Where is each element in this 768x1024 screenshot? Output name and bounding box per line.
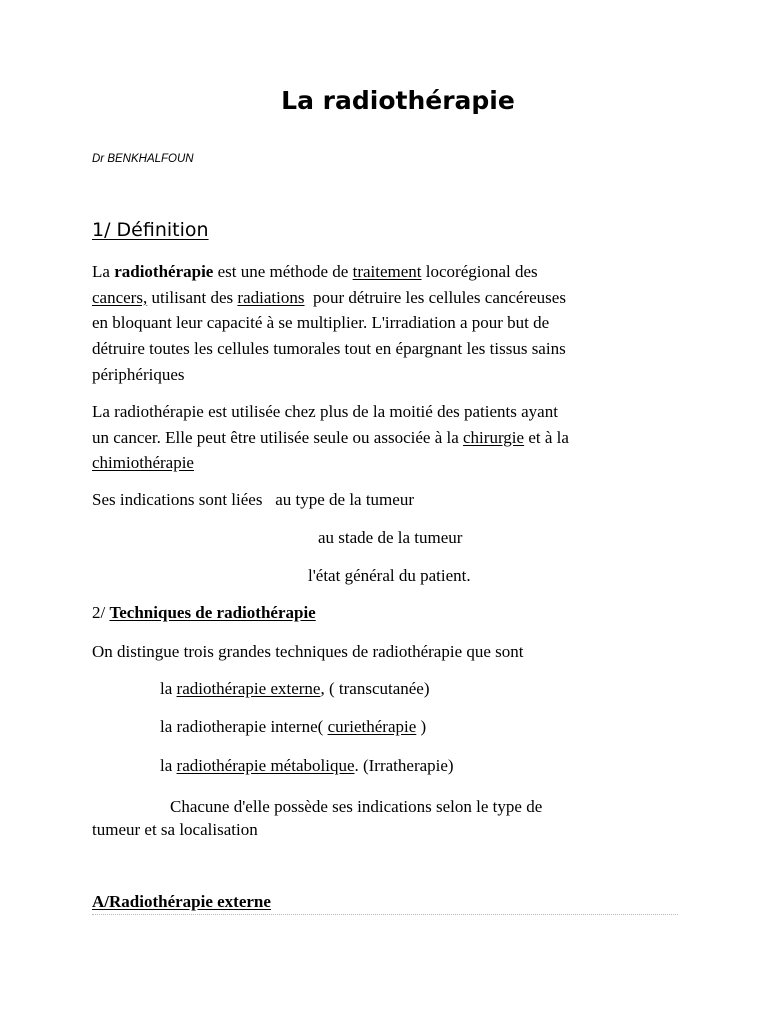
author-line: Dr BENKHALFOUN [92, 153, 194, 165]
technique-item-metabolique [160, 756, 454, 776]
closing-line-1: Chacune d'elle possède ses indications selon le type de [170, 797, 543, 816]
indications-lead: Ses indications sont liées au type de la tumeur [92, 490, 414, 509]
link-radiations[interactable]: radiations [237, 287, 305, 307]
technique-item-interne [160, 717, 426, 737]
definition-paragraph [92, 259, 682, 388]
page-title: La radiothérapie [281, 86, 515, 115]
section-number: 2/ [92, 603, 110, 622]
section-heading-techniques [92, 603, 316, 623]
text-run: et à la [524, 427, 569, 447]
text-run: utilisant des [147, 287, 238, 307]
text-run: un cancer. Elle peut être utilisée seule ou associée à la [92, 427, 464, 447]
link-chimiotherapie[interactable]: chimiothérapie [92, 453, 194, 473]
link-radiotherapie-externe[interactable]: radiothérapie externe [176, 679, 321, 698]
link-chirurgie[interactable]: chirurgie [463, 427, 525, 447]
definition-line-3: en bloquant leur capacité à se multiplier. L'irradiation a pour but de [92, 313, 550, 333]
text-run: la [160, 679, 177, 698]
section-heading-radiotherapie-externe [92, 892, 271, 912]
text-run: la radiotherapie interne( [160, 717, 328, 736]
usage-line-1: La radiothérapie est utilisée chez plus de la moitié des patients ayant [92, 402, 558, 421]
indication-item-stade: au stade de la tumeur [318, 528, 463, 547]
text-run: ) [416, 717, 427, 736]
link-radiotherapie-metabolique[interactable]: radiothérapie métabolique [176, 756, 355, 775]
link-traitement[interactable]: traitement [352, 262, 422, 281]
text-run: . (Irratherapie) [354, 756, 454, 775]
section-title-techniques: Techniques de radiothérapie [109, 603, 316, 622]
definition-line-2 [92, 288, 566, 307]
text-run: , ( transcutanée) [320, 679, 430, 698]
section-title-externe: A/Radiothérapie externe [92, 892, 271, 911]
definition-line-5: périphériques [92, 364, 185, 384]
text-run: pour détruire les cellules cancéreuses [304, 287, 566, 307]
usage-line-2 [92, 428, 569, 447]
technique-item-externe [160, 679, 430, 699]
term-radiotherapie: radiothérapie [114, 262, 214, 281]
definition-line-4: détruire toutes les cellules tumorales tout en épargnant les tissus sains [92, 339, 566, 359]
page-divider [92, 914, 678, 915]
closing-line-2: tumeur et sa localisation [92, 820, 258, 839]
text-run: est une méthode de [213, 262, 353, 281]
section-heading-definition: 1/ Définition [92, 219, 209, 241]
text-run: La [92, 262, 115, 281]
link-curietherapie[interactable]: curiethérapie [327, 717, 417, 736]
text-run: la [160, 756, 177, 775]
link-cancers[interactable]: cancers, [92, 287, 148, 307]
techniques-intro: On distingue trois grandes techniques de radiothérapie que sont [92, 642, 524, 661]
indication-item-etat: l'état général du patient. [308, 566, 471, 585]
definition-line-1 [92, 262, 538, 281]
text-run: locorégional des [421, 262, 538, 281]
usage-paragraph [92, 399, 682, 476]
